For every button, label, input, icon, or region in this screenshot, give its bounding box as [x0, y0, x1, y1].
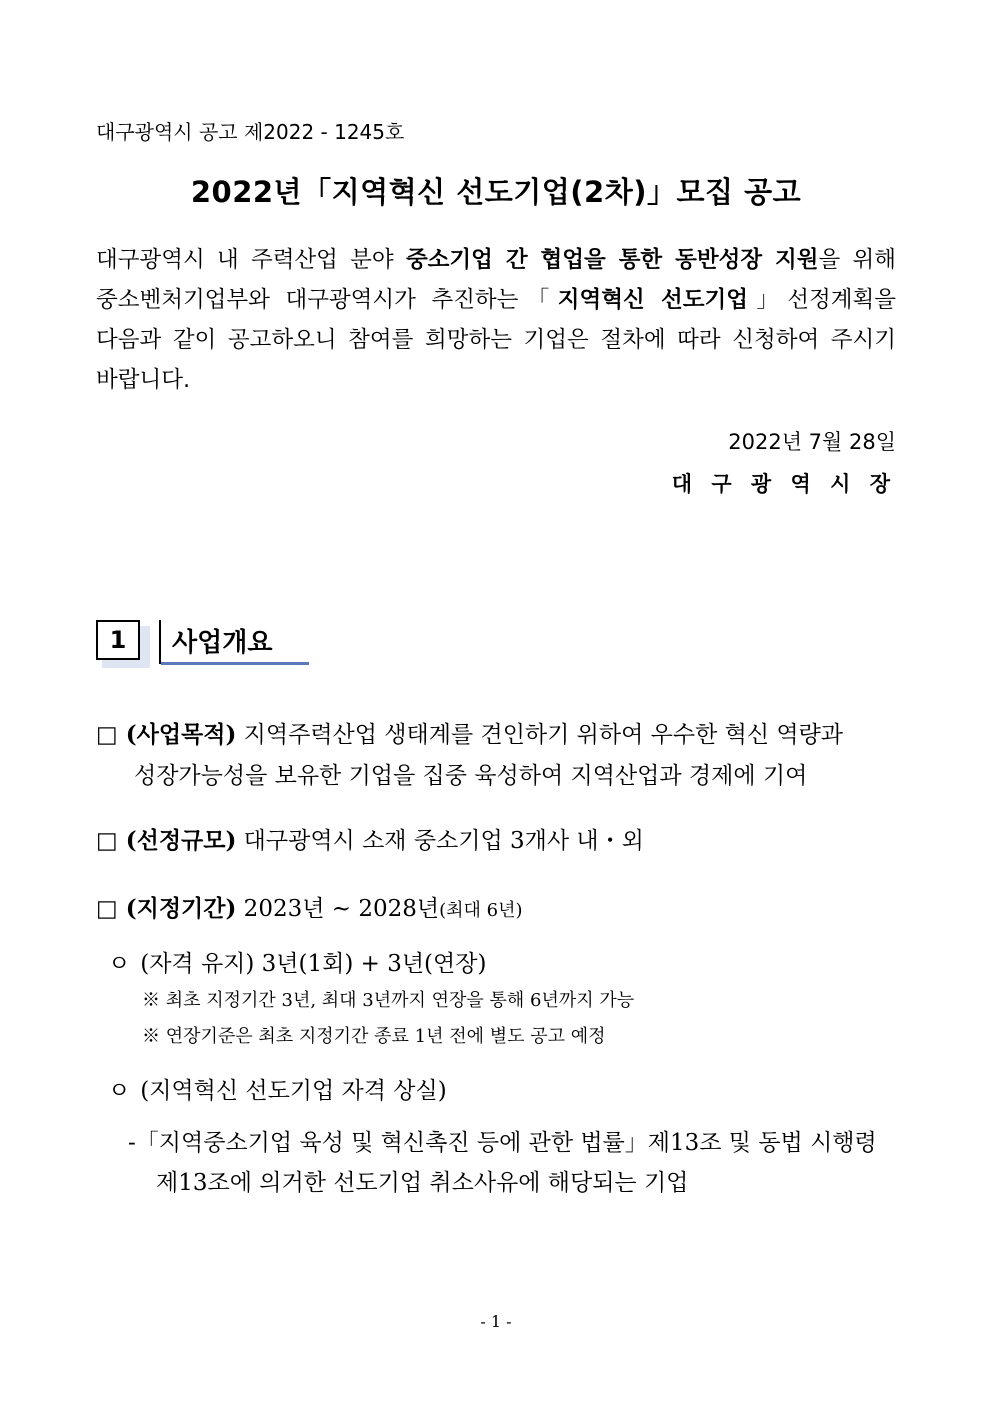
- section-number-box: 1: [96, 620, 140, 660]
- bullet-circle-icon: ㅇ: [108, 951, 131, 977]
- sub-item-text: (자격 유지) 3년(1회) + 3년(연장): [140, 951, 487, 977]
- bullet-circle-icon: ㅇ: [108, 1078, 131, 1104]
- sub-item-text: (지역혁신 선도기업 자격 상실): [140, 1078, 447, 1104]
- notice-number: 대구광역시 공고 제2022 - 1245호: [96, 120, 405, 144]
- page-title: 2022년「지역혁신 선도기업(2차)」모집 공고: [190, 175, 802, 209]
- item-text: 대구광역시 소재 중소기업 3개사 내・외: [236, 828, 644, 854]
- item-label: (사업목적): [125, 721, 237, 748]
- intro-text: 대구광역시 내 주력산업 분야: [96, 247, 406, 273]
- item-purpose-line2: 성장가능성을 보유한 기업을 집중 육성하여 지역산업과 경제에 기여: [134, 763, 808, 789]
- intro-text: 을 위해: [818, 247, 896, 273]
- note-line-2: ※ 연장기준은 최초 지정기간 종료 1년 전에 별도 공고 예정: [142, 1026, 606, 1047]
- sub-item-loss: [108, 1072, 447, 1105]
- intro-line-1: [96, 240, 896, 280]
- dash-line-2: 제13조에 의거한 선도기업 취소사유에 해당되는 기업: [156, 1170, 689, 1196]
- intro-line-4: 바랍니다.: [96, 367, 191, 393]
- checkbox-square-icon: □: [96, 828, 118, 854]
- intro-emphasis: 중소기업 간 협업을 통한 동반성장 지원: [405, 247, 819, 273]
- notice-date: 2022년 7월 28일: [728, 430, 896, 454]
- item-purpose: [96, 716, 843, 749]
- intro-line-3: 다음과 같이 공고하오니 참여를 희망하는 기업은 절차에 따라 신청하여 주시기: [96, 327, 896, 353]
- section-title: 사업개요: [172, 628, 273, 658]
- intro-text: 중소벤처기업부와 대구광역시가 추진하는「: [96, 287, 558, 313]
- section-divider-bar: [159, 620, 161, 664]
- sub-item-qualification: [108, 945, 486, 978]
- item-text: 지역주력산업 생태계를 견인하기 위하여 우수한 혁신 역량과: [236, 722, 844, 748]
- page-number: - 1 -: [480, 1312, 512, 1331]
- item-text: 2023년 ~ 2028년: [236, 896, 440, 922]
- intro-text: 」선정계획을: [747, 287, 896, 313]
- item-label: (지정기간): [125, 895, 237, 922]
- intro-line-2: [96, 280, 896, 320]
- dash-line-1: -「지역중소기업 육성 및 혁신촉진 등에 관한 법률」제13조 및 동법 시행령: [128, 1130, 877, 1156]
- issuer-name: 대 구 광 역 시 장: [671, 472, 896, 496]
- item-text-small: (최대 6년): [439, 900, 523, 921]
- note-line-1: ※ 최초 지정기간 3년, 최대 3년까지 연장을 통해 6년까지 가능: [142, 990, 635, 1011]
- intro-paragraph: [96, 240, 896, 400]
- item-label: (선정규모): [125, 827, 237, 854]
- checkbox-square-icon: □: [96, 722, 118, 748]
- item-period: [96, 890, 522, 923]
- checkbox-square-icon: □: [96, 896, 118, 922]
- section-title-underline: [161, 662, 309, 665]
- intro-emphasis: 지역혁신 선도기업: [557, 287, 748, 313]
- item-scale: [96, 822, 644, 855]
